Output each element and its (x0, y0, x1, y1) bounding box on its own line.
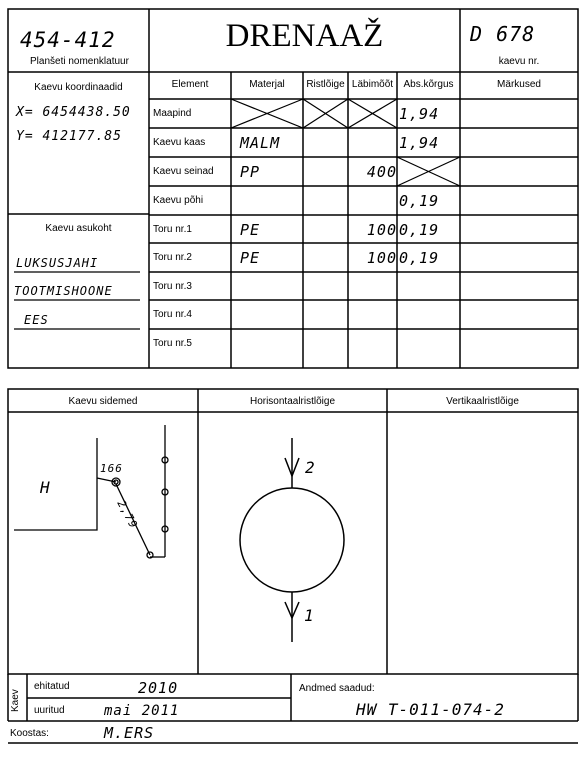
page-title: DRENAAŽ (225, 18, 384, 54)
data-from-label: Andmed saadud: (299, 683, 375, 694)
location-line-3: EES (24, 313, 49, 327)
cell-abs-korgus: 1,94 (399, 134, 440, 152)
header-abs-korgus: Abs.kõrgus (403, 79, 454, 90)
compiled-label: Koostas: (10, 728, 49, 739)
header-ristloige: Ristlõige (306, 79, 345, 90)
cell-element: Toru nr.2 (153, 252, 192, 263)
built-value: 2010 (138, 679, 179, 697)
cell-element: Kaevu kaas (153, 137, 206, 148)
sketch-dist-1: 166 (100, 462, 123, 475)
header-materjal: Materjal (249, 79, 285, 90)
nomenclature-value: 454-412 (20, 28, 116, 52)
connections-sketch (14, 425, 168, 558)
well-number-value: D 678 (470, 22, 536, 46)
coord-y: Y= 412177.85 (16, 129, 122, 144)
cell-element: Toru nr.5 (153, 338, 192, 349)
nomenclature-label: Planšeti nomenklatuur (30, 56, 129, 67)
cell-abs-korgus: 0,19 (399, 192, 440, 210)
vertical-section-label: Vertikaalristlõige (446, 396, 519, 407)
cell-abs-korgus: 0,19 (399, 221, 440, 239)
sketch-dist-2: 2,79 (114, 498, 141, 532)
built-label: ehitatud (34, 681, 70, 692)
pipe-label-top: 2 (305, 458, 316, 477)
compiled-value: M.ERS (104, 724, 155, 742)
cell-element: Kaevu põhi (153, 195, 204, 206)
well-number-label: kaevu nr. (498, 56, 540, 67)
location-line-2: TOOTMISHOONE (14, 284, 113, 298)
surveyed-label: uuritud (34, 705, 65, 716)
data-from-value: HW T-011-074-2 (356, 700, 505, 719)
cell-materjal: PP (240, 163, 261, 181)
cell-element: Toru nr.3 (153, 281, 192, 292)
cell-element: Toru nr.4 (153, 309, 192, 320)
location-line-1: LUKSUSJAHI (16, 256, 99, 270)
cell-element: Kaevu seinad (153, 166, 214, 177)
coords-label: Kaevu koordinaadid (34, 82, 123, 93)
cell-materjal: PE (240, 249, 261, 267)
header-markused: Märkused (497, 79, 541, 90)
cell-labimoot: 100 (366, 249, 397, 267)
cell-materjal: MALM (240, 134, 281, 152)
header-element: Element (171, 79, 209, 90)
pipe-label-bottom: 1 (304, 606, 315, 625)
connections-label: Kaevu sidemed (68, 396, 138, 407)
cell-element: Toru nr.1 (153, 224, 192, 235)
cell-element: Maapind (153, 108, 192, 119)
location-label: Kaevu asukoht (45, 223, 112, 234)
coord-x: X= 6454438.50 (16, 105, 131, 120)
horizontal-section-label: Horisontaalristlõige (249, 396, 336, 407)
cell-materjal: PE (240, 221, 261, 239)
footer-side-label: Kaev (10, 689, 21, 712)
header-labimoot: Läbimõõt (351, 79, 394, 90)
cell-labimoot: 400 (366, 163, 397, 181)
surveyed-value: mai 2011 (104, 703, 180, 719)
cell-abs-korgus: 1,94 (399, 105, 440, 123)
cell-abs-korgus: 0,19 (399, 249, 440, 267)
cell-labimoot: 100 (366, 221, 397, 239)
sketch-h: H (40, 478, 51, 497)
horizontal-section (240, 438, 344, 642)
